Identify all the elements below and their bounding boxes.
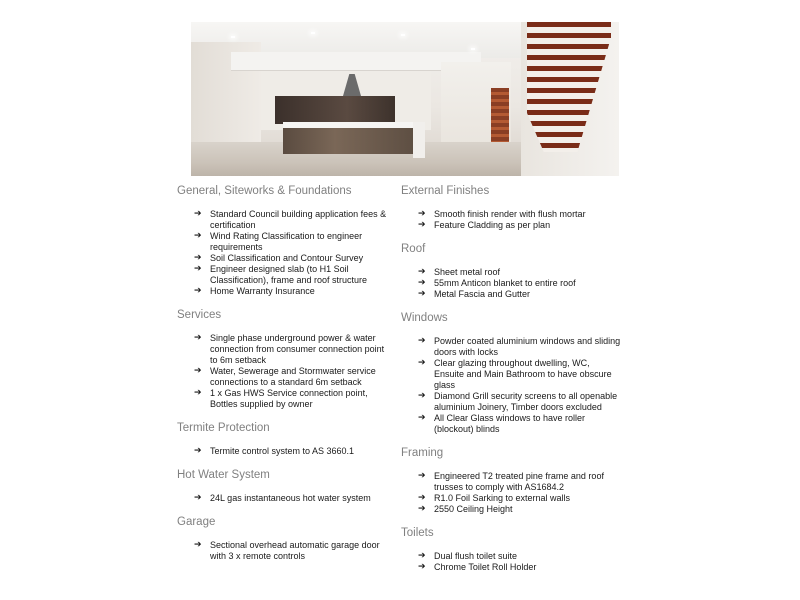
spec-list bbox=[177, 333, 391, 410]
spec-item bbox=[177, 231, 391, 253]
spec-section bbox=[401, 526, 621, 573]
spec-item bbox=[177, 286, 391, 297]
spec-list bbox=[177, 540, 391, 562]
arrow-bullet-icon: ➔ bbox=[194, 264, 202, 274]
spec-item-text: 1 x Gas HWS Service connection point, Bottles supplied by owner bbox=[210, 388, 368, 409]
spec-item-text: Diamond Grill security screens to all openable aluminium Joinery, Timber doors excluded bbox=[434, 391, 618, 412]
photo-downlight bbox=[311, 32, 315, 34]
section-heading: External Finishes bbox=[401, 185, 490, 197]
spec-list bbox=[401, 471, 621, 515]
spec-item-text: Termite control system to AS 3660.1 bbox=[210, 446, 355, 456]
spec-item-text: Feature Cladding as per plan bbox=[434, 220, 551, 230]
spec-item-text: Water, Sewerage and Stormwater service connections to a standard 6m setback bbox=[210, 366, 376, 387]
spec-item-text: Wind Rating Classification to engineer requirements bbox=[210, 231, 363, 252]
spec-item-text: R1.0 Foil Sarking to external walls bbox=[434, 493, 571, 503]
spec-item bbox=[401, 336, 621, 358]
spec-item-text: Powder coated aluminium windows and sliding doors with locks bbox=[434, 336, 621, 357]
spec-list bbox=[401, 209, 621, 231]
arrow-bullet-icon: ➔ bbox=[418, 278, 426, 288]
arrow-bullet-icon: ➔ bbox=[418, 504, 426, 514]
spec-item bbox=[401, 358, 621, 391]
spec-section bbox=[401, 311, 621, 435]
hero-photo bbox=[191, 22, 619, 176]
spec-item bbox=[401, 267, 621, 278]
photo-splashback bbox=[275, 96, 395, 124]
spec-item-text: All Clear Glass windows to have roller (blockout) blinds bbox=[434, 413, 586, 434]
spec-item-text: Dual flush toilet suite bbox=[434, 551, 518, 561]
spec-section bbox=[401, 184, 621, 231]
spec-section bbox=[177, 184, 391, 297]
arrow-bullet-icon: ➔ bbox=[194, 231, 202, 241]
spec-section bbox=[177, 468, 391, 504]
spec-item bbox=[401, 413, 621, 435]
spec-list bbox=[177, 446, 391, 457]
spec-list bbox=[177, 493, 391, 504]
spec-item-text: Engineered T2 treated pine frame and roof trusses to comply with AS1684.2 bbox=[434, 471, 604, 492]
spec-list bbox=[401, 336, 621, 435]
section-heading: Toilets bbox=[401, 527, 434, 539]
arrow-bullet-icon: ➔ bbox=[194, 286, 202, 296]
arrow-bullet-icon: ➔ bbox=[418, 471, 426, 481]
section-heading: Garage bbox=[177, 516, 216, 528]
spec-section bbox=[177, 515, 391, 562]
spec-item-text: 2550 Ceiling Height bbox=[434, 504, 513, 514]
spec-column-left bbox=[177, 184, 391, 562]
arrow-bullet-icon: ➔ bbox=[194, 493, 202, 503]
spec-item-text: Clear glazing throughout dwelling, WC, Ensuite and Main Bathroom to have obscure glass bbox=[434, 358, 612, 390]
section-heading: Termite Protection bbox=[177, 422, 270, 434]
spec-item bbox=[177, 209, 391, 231]
spec-item bbox=[177, 493, 391, 504]
spec-item bbox=[401, 471, 621, 493]
spec-item-text: Metal Fascia and Gutter bbox=[434, 289, 531, 299]
spec-list bbox=[401, 267, 621, 300]
spec-item bbox=[177, 388, 391, 410]
spec-item bbox=[401, 289, 621, 300]
spec-section bbox=[401, 242, 621, 300]
spec-item-text: Sectional overhead automatic garage door with 3 x remote controls bbox=[210, 540, 380, 561]
section-heading: Services bbox=[177, 309, 222, 321]
spec-column-right bbox=[401, 184, 621, 573]
arrow-bullet-icon: ➔ bbox=[418, 209, 426, 219]
spec-item bbox=[401, 391, 621, 413]
spec-item-text: Smooth finish render with flush mortar bbox=[434, 209, 586, 219]
spec-item-text: Standard Council building application fees & certification bbox=[210, 209, 387, 230]
spec-item-text: Chrome Toilet Roll Holder bbox=[434, 562, 537, 572]
spec-list bbox=[177, 209, 391, 297]
photo-downlight bbox=[471, 48, 475, 50]
arrow-bullet-icon: ➔ bbox=[418, 267, 426, 277]
spec-item-text: 55mm Anticon blanket to entire roof bbox=[434, 278, 576, 288]
photo-island-waterfall bbox=[413, 122, 425, 158]
spec-item-text: Engineer designed slab (to H1 Soil Classification), frame and roof structure bbox=[210, 264, 368, 285]
section-heading: Roof bbox=[401, 243, 426, 255]
spec-section bbox=[177, 421, 391, 457]
spec-item bbox=[177, 253, 391, 264]
arrow-bullet-icon: ➔ bbox=[194, 333, 202, 343]
spec-item-text: Home Warranty Insurance bbox=[210, 286, 315, 296]
spec-item-text: Sheet metal roof bbox=[434, 267, 501, 277]
spec-item bbox=[401, 562, 621, 573]
photo-kitchen-island bbox=[283, 128, 413, 154]
spec-item bbox=[401, 504, 621, 515]
arrow-bullet-icon: ➔ bbox=[418, 493, 426, 503]
spec-item bbox=[177, 540, 391, 562]
arrow-bullet-icon: ➔ bbox=[418, 358, 426, 368]
arrow-bullet-icon: ➔ bbox=[194, 366, 202, 376]
spec-section bbox=[401, 446, 621, 515]
spec-item bbox=[177, 333, 391, 366]
photo-timber-door bbox=[491, 88, 509, 144]
arrow-bullet-icon: ➔ bbox=[194, 253, 202, 263]
arrow-bullet-icon: ➔ bbox=[194, 209, 202, 219]
arrow-bullet-icon: ➔ bbox=[418, 289, 426, 299]
spec-item bbox=[177, 366, 391, 388]
spec-item-text: Single phase underground power & water connection from consumer connection point to 6m setback bbox=[210, 333, 385, 365]
spec-item bbox=[177, 446, 391, 457]
arrow-bullet-icon: ➔ bbox=[194, 446, 202, 456]
spec-item bbox=[401, 220, 621, 231]
spec-item-text: 24L gas instantaneous hot water system bbox=[210, 493, 371, 503]
section-heading: Windows bbox=[401, 312, 448, 324]
arrow-bullet-icon: ➔ bbox=[194, 540, 202, 550]
photo-downlight bbox=[401, 34, 405, 36]
spec-item bbox=[177, 264, 391, 286]
section-heading: Framing bbox=[401, 447, 444, 459]
spec-item bbox=[401, 493, 621, 504]
arrow-bullet-icon: ➔ bbox=[418, 551, 426, 561]
arrow-bullet-icon: ➔ bbox=[194, 388, 202, 398]
spec-section bbox=[177, 308, 391, 410]
spec-item bbox=[401, 278, 621, 289]
section-heading: General, Siteworks & Foundations bbox=[177, 185, 352, 197]
arrow-bullet-icon: ➔ bbox=[418, 413, 426, 423]
spec-list bbox=[401, 551, 621, 573]
arrow-bullet-icon: ➔ bbox=[418, 336, 426, 346]
arrow-bullet-icon: ➔ bbox=[418, 220, 426, 230]
spec-item bbox=[401, 551, 621, 562]
section-heading: Hot Water System bbox=[177, 469, 270, 481]
spec-item-text: Soil Classification and Contour Survey bbox=[210, 253, 364, 263]
arrow-bullet-icon: ➔ bbox=[418, 562, 426, 572]
arrow-bullet-icon: ➔ bbox=[418, 391, 426, 401]
spec-item bbox=[401, 209, 621, 220]
photo-downlight bbox=[231, 36, 235, 38]
